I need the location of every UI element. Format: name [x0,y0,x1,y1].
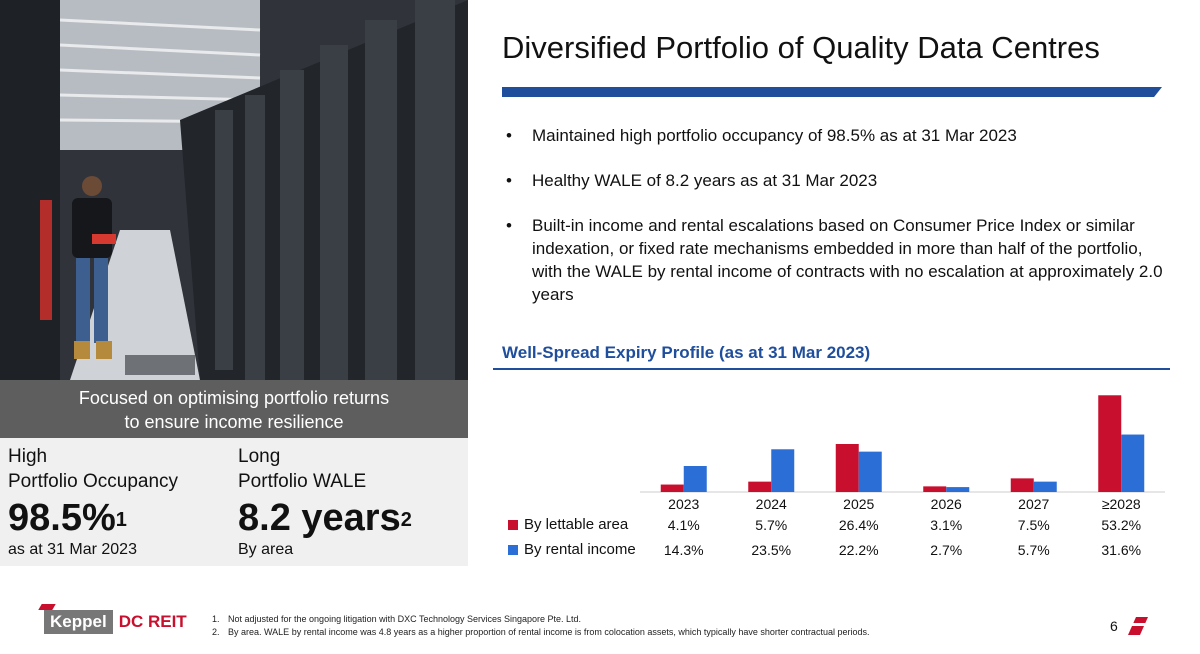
logo-dc-reit: DC REIT [118,612,187,631]
value-label-lettable-area: 3.1% [930,517,963,533]
value-label-rental-income: 22.2% [838,542,879,558]
category-label: 2025 [843,496,875,512]
title-underline [502,87,1162,97]
value-label-lettable-area: 4.1% [667,517,700,533]
page-mark-icon [1128,617,1148,635]
expiry-bar-chart [500,380,1170,515]
category-label: 2023 [668,496,700,512]
wale-value: 8.2 years$^2$ [238,497,412,539]
value-label-lettable-area: 53.2% [1101,517,1142,533]
bar-lettable-area-3 [923,486,946,492]
bar-lettable-area-0 [661,485,684,492]
wale-stat [238,444,412,560]
occupancy-line1: High [8,446,48,467]
bar-rental-income-0 [684,466,707,492]
category-label: ≥2028 [1101,496,1141,512]
bullet-item: • Built-in income and rental escalations based on Consumer Price Index or similar indexation, or fixed rate mechanisms embedded in more than half of the portfolio, with the WALE by rental income of contracts with no escalation at approximately 2.0 years [506,216,1163,304]
banner-line-2: to ensure income resilience [124,412,344,432]
category-label: 2024 [755,496,787,512]
occupancy-sub: as at 31 Mar 2023 [8,541,137,558]
value-label-rental-income: 2.7% [930,542,963,558]
value-label-rental-income: 14.3% [663,542,704,558]
bar-rental-income-3 [946,487,969,492]
bullet-list [506,124,1176,328]
data-centre-photo [0,0,468,380]
banner-line-1: Focused on optimising portfolio returns [78,388,390,408]
occupancy-stat [8,444,178,560]
bar-rental-income-4 [1034,482,1057,492]
page-title: Diversified Portfolio of Quality Data Centres [502,30,1100,65]
value-label-rental-income: 23.5% [751,542,792,558]
bar-rental-income-5 [1121,435,1144,492]
keppel-dc-reit-logo [44,610,187,634]
page-number: 6 [1110,618,1118,634]
focus-banner [0,380,468,438]
footnote-2: 2. By area. WALE by rental income was 4.8 years as a higher proportion of rental income is from colocation assets, which typically have shorter contractual periods. [212,627,870,637]
wale-line2: Portfolio WALE [238,471,367,492]
expiry-heading: Well-Spread Expiry Profile (as at 31 Mar 2023) [502,343,871,362]
value-label-lettable-area: 26.4% [838,517,879,533]
category-label: 2026 [930,496,962,512]
bar-lettable-area-4 [1011,478,1034,492]
bullet-item: • Healthy WALE of 8.2 years as at 31 Mar 2023 [506,171,878,190]
value-label-rental-income: 31.6% [1101,542,1142,558]
value-label-lettable-area: 5.7% [755,517,788,533]
footnotes [212,613,869,639]
bullet-icon: • [506,126,512,145]
expiry-heading-underline [493,368,1170,370]
legend-lettable-area: By lettable area [508,516,628,533]
value-label-lettable-area: 7.5% [1017,517,1050,533]
category-label: 2027 [1018,496,1050,512]
bar-rental-income-2 [859,452,882,492]
legend-rental-income: By rental income [508,541,636,558]
wale-footnote-ref: 2 [400,509,412,531]
stats-panel [0,438,468,566]
bullet-item: • Maintained high portfolio occupancy of 98.5% as at 31 Mar 2023 [506,126,1017,145]
footnote-1: 1. Not adjusted for the ongoing litigation with DXC Technology Services Singapore Pte. Ltd. [212,614,582,624]
wale-line1: Long [238,446,281,467]
value-label-rental-income: 5.7% [1017,542,1050,558]
bar-rental-income-1 [771,449,794,492]
occupancy-line2: Portfolio Occupancy [8,471,179,492]
bullet-icon: • [506,216,512,235]
wale-sub: By area [238,541,294,558]
bar-lettable-area-1 [748,482,771,492]
red-swatch-icon [508,520,518,530]
occupancy-footnote-ref: 1 [115,509,127,531]
bar-lettable-area-5 [1098,395,1121,492]
logo-keppel: Keppel [44,610,113,634]
bar-lettable-area-2 [836,444,859,492]
blue-swatch-icon [508,545,518,555]
occupancy-value: 98.5%$^1$ [8,497,127,539]
bullet-icon: • [506,171,512,190]
